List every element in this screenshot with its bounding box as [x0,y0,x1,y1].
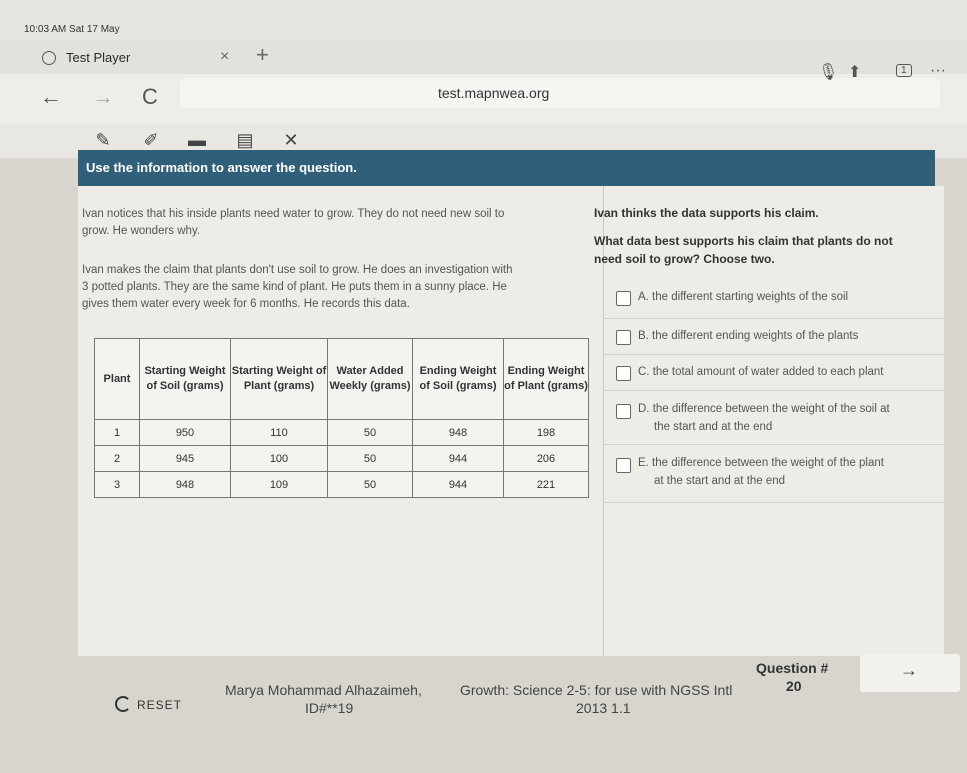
share-icon[interactable]: ⬆ [848,64,862,81]
table-cell: 945 [140,446,231,472]
prompt-line: need soil to grow? Choose two. [594,252,775,266]
eliminator-icon[interactable]: ✕ [283,130,299,150]
highlighter-icon[interactable]: ✐ [143,130,159,150]
choice-c[interactable] [604,354,944,391]
tabs-count-icon[interactable]: 1 [896,64,912,77]
choice-label-line: E. the difference between the weight of the plant [638,457,884,469]
passage-line: Ivan notices that his inside plants need water to grow. They do not need new soil to [82,208,505,220]
choice-label [638,454,938,490]
table-header: Plant [95,339,140,420]
choice-checkbox[interactable] [616,458,631,473]
question-prompt [594,232,893,268]
choice-a[interactable] [604,278,944,319]
question-label: Question # [756,660,829,676]
pencil-icon[interactable]: ✎ [95,130,111,150]
table-cell: 109 [231,472,328,498]
browser-tab[interactable] [30,48,260,72]
table-cell: 221 [504,472,589,498]
passage-paragraph-2 [82,262,513,313]
table-cell: 110 [231,420,328,446]
table-header-row [95,339,589,420]
table-cell: 948 [413,420,504,446]
prompt-line: What data best supports his claim that plants do not [594,234,893,248]
passage-line: grow. He wonders why. [82,225,201,237]
choice-checkbox[interactable] [616,366,631,381]
table-cell: 50 [328,472,413,498]
table-header: Water Added Weekly (grams) [328,339,413,420]
table-header: Starting Weight of Soil (grams) [140,339,231,420]
footer-bar [0,656,967,773]
arrow-right-icon: → [900,660,918,680]
address-bar[interactable] [180,78,940,108]
table-cell: 50 [328,446,413,472]
choice-checkbox[interactable] [616,404,631,419]
line-reader-icon[interactable]: ▬ [188,130,206,150]
choice-label-line: D. the difference between the weight of the soil at [638,403,890,415]
new-tab-button[interactable]: + [256,42,269,67]
table-cell: 100 [231,446,328,472]
choice-label-line: the start and at the end [654,421,773,433]
table-cell: 198 [504,420,589,446]
student-id: ID#**19 [305,700,354,716]
table-header: Ending Weight of Soil (grams) [413,339,504,420]
choice-label: B. the different ending weights of the plants [638,330,859,342]
instruction-text: Use the information to answer the question. [86,160,357,175]
choice-label: A. the different starting weights of the soil [638,291,849,303]
table-cell: 3 [95,472,140,498]
question-number: 20 [786,678,802,694]
choice-label [638,400,938,436]
tab-favicon-icon [42,51,56,65]
table-cell: 1 [95,420,140,446]
choice-label: C. the total amount of water added to each plant [638,366,884,378]
reset-label: RESET [137,698,183,712]
passage-paragraph-1 [82,206,504,240]
data-table [94,338,589,498]
tab-title: Test Player [66,50,131,65]
passage-line: Ivan makes the claim that plants don't use soil to grow. He does an investigation with [82,264,513,276]
table-header: Starting Weight of Plant (grams) [231,339,328,420]
table-cell: 944 [413,446,504,472]
table-cell: 2 [95,446,140,472]
table-cell: 944 [413,472,504,498]
choice-e[interactable] [604,444,944,503]
forward-button[interactable]: → [92,84,114,109]
table-cell: 948 [140,472,231,498]
table-cell: 206 [504,446,589,472]
tab-close-button[interactable]: × [220,48,230,65]
passage-pane [78,186,603,656]
question-pane [594,186,944,656]
student-name: Marya Mohammad Alhazaimeh, [225,682,422,698]
claim-statement: Ivan thinks the data supports his claim. [594,206,819,220]
table-row [95,420,589,446]
table-row [95,472,589,498]
reload-button[interactable]: C [142,84,158,109]
next-button[interactable] [860,654,960,692]
back-button[interactable]: ← [40,84,62,109]
table-cell: 950 [140,420,231,446]
table-row [95,446,589,472]
choice-d[interactable] [604,390,944,445]
instruction-banner [78,150,935,186]
url-text: test.mapnwea.org [438,85,550,101]
table-header: Ending Weight of Plant (grams) [504,339,589,420]
reset-icon [115,696,131,712]
reset-button[interactable] [115,696,182,712]
choice-b[interactable] [604,318,944,355]
test-name: Growth: Science 2-5: for use with NGSS Intl [460,682,733,698]
choice-checkbox[interactable] [616,291,631,306]
table-cell: 50 [328,420,413,446]
status-bar [0,0,967,40]
choice-label-line: at the start and at the end [654,475,786,487]
choice-checkbox[interactable] [616,330,631,345]
microphone-icon[interactable]: 🎙 [818,64,839,81]
test-year: 2013 1.1 [576,700,631,716]
status-time: 10:03 AM Sat 17 May [24,24,120,35]
passage-line: gives them water every week for 6 months. He records this data. [82,298,410,310]
more-menu-icon[interactable]: ··· [930,62,946,79]
notes-icon[interactable]: ▤ [236,130,254,150]
passage-line: 3 potted plants. They are the same kind of plant. He puts them in a sunny place. He [82,281,507,293]
